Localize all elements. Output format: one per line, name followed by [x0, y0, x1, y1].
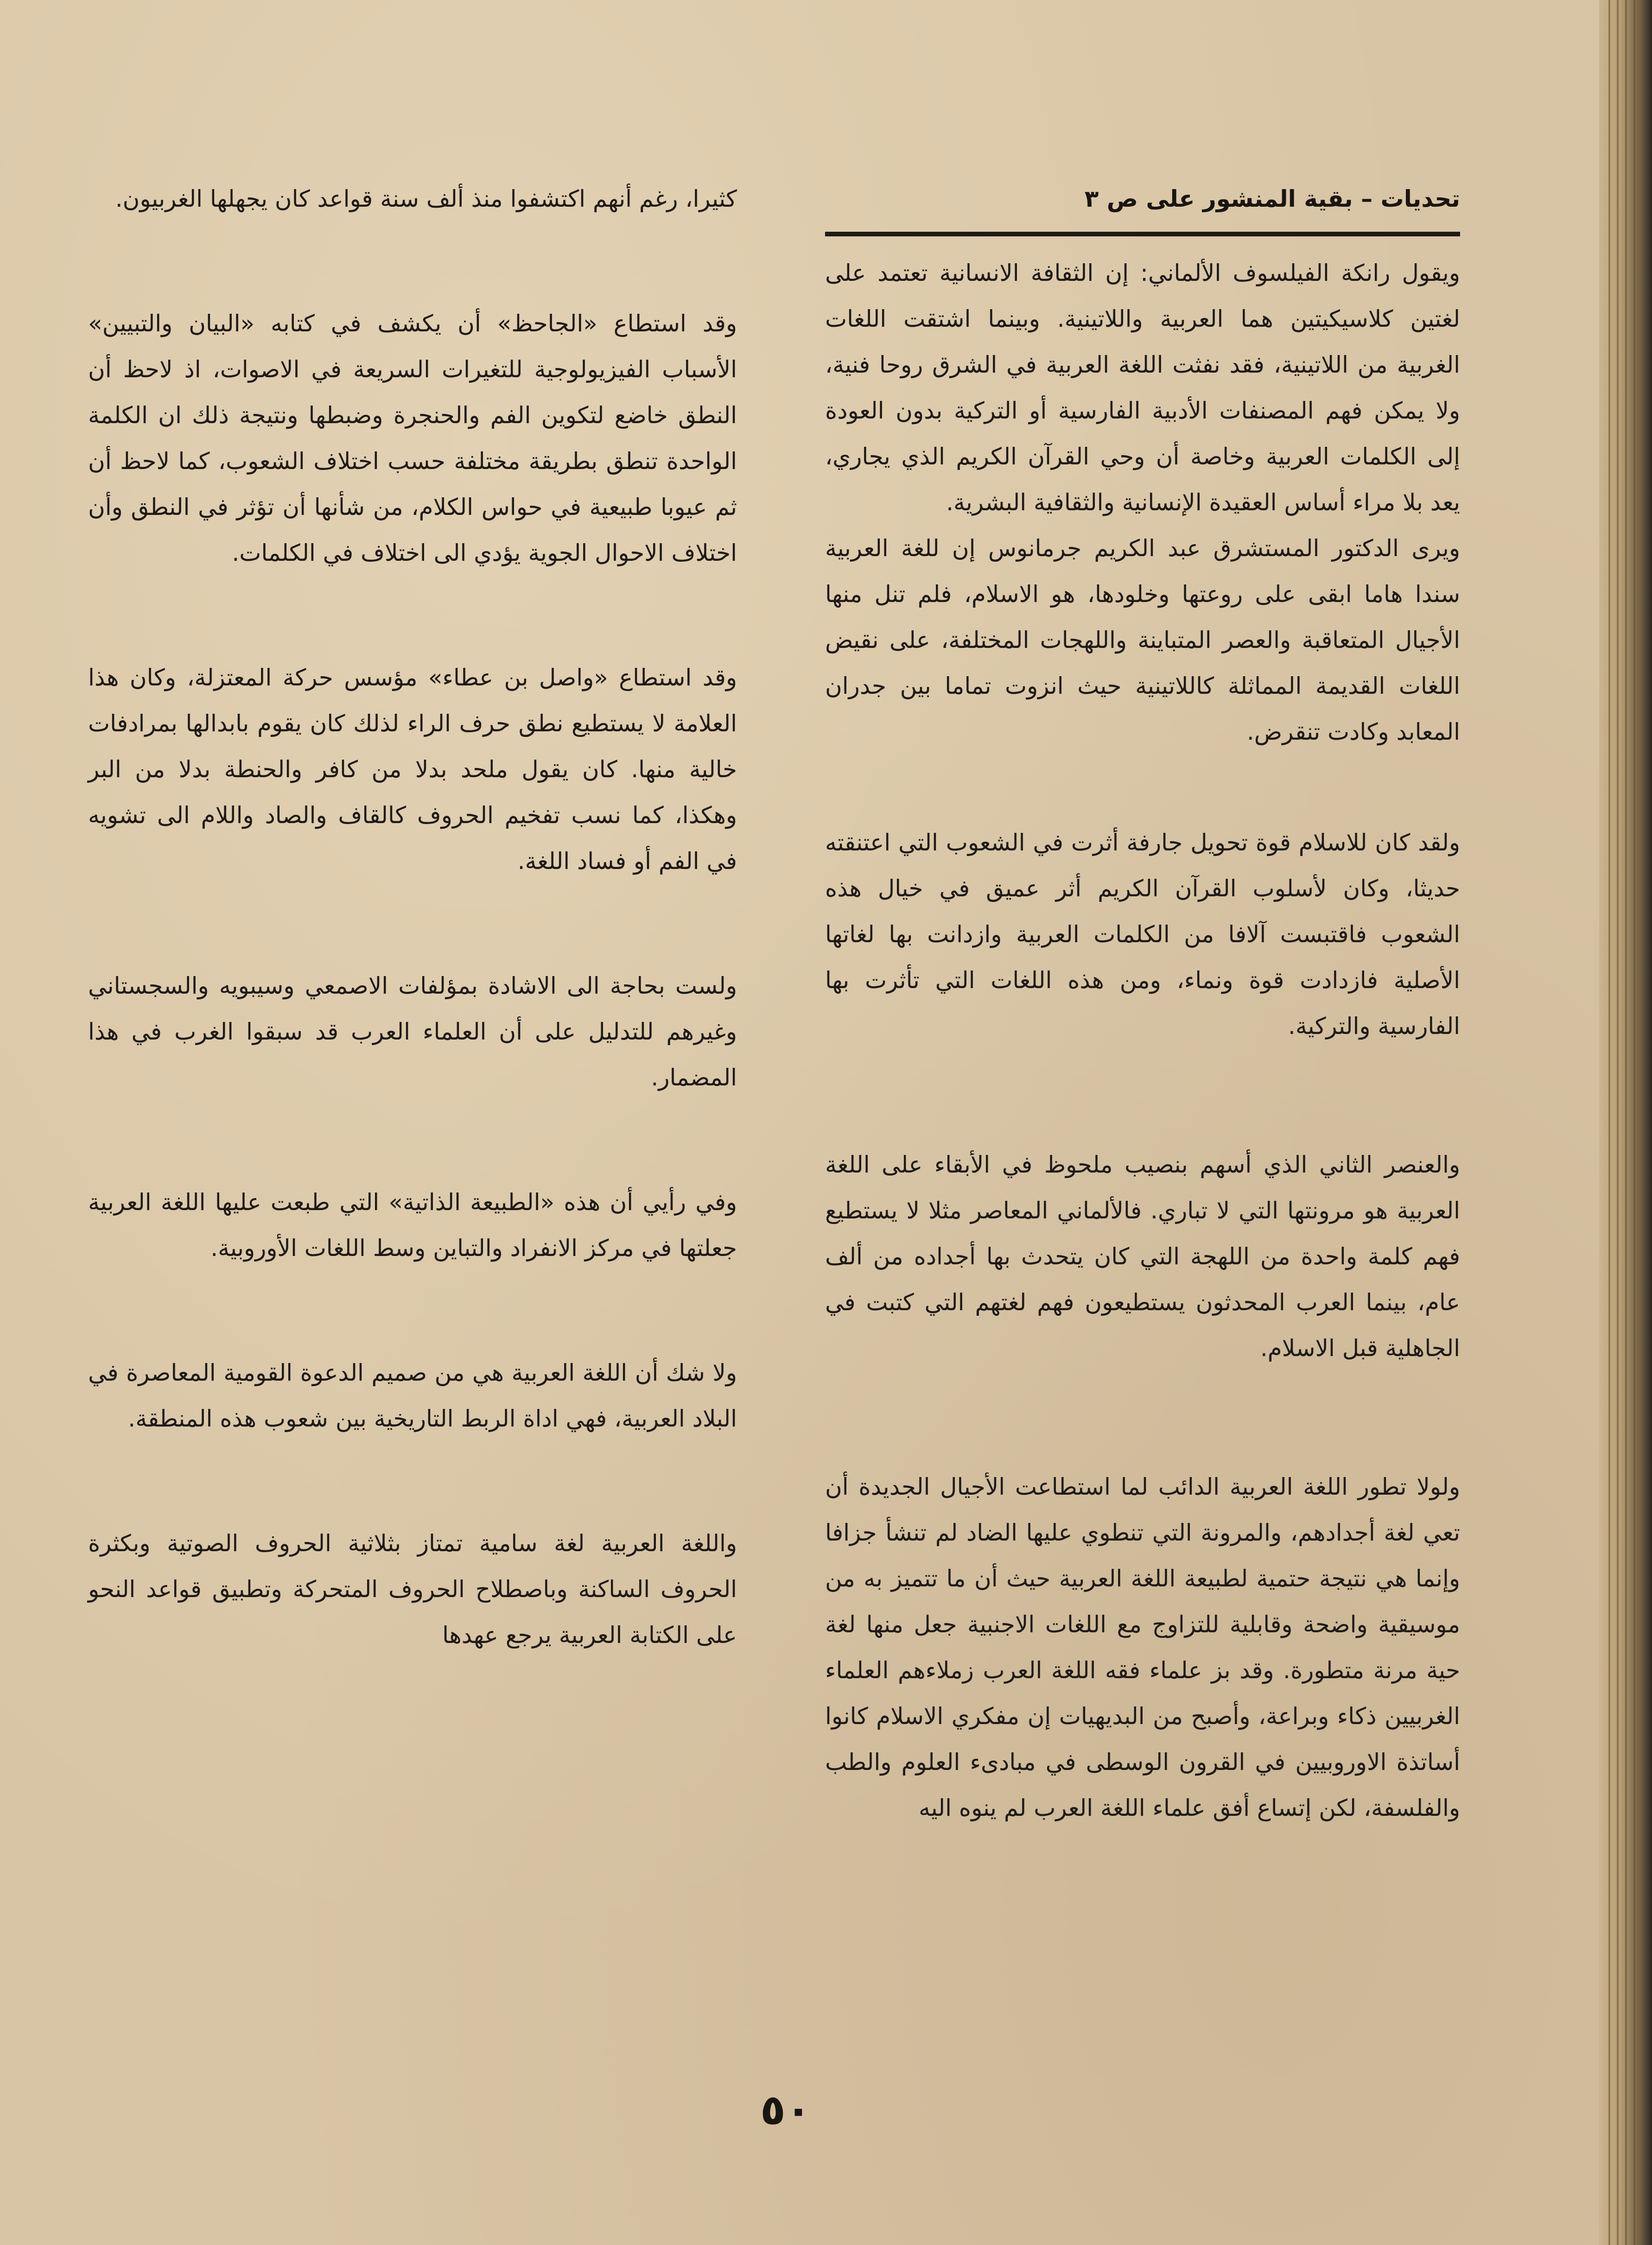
paragraph: وقد استطاع «الجاحظ» أن يكشف في كتابه «البيان والتبيين» الأسباب الفيزيولوجية للتغيرات السريعة في الاصوات، اذ لاحظ أن النطق خاضع لتكوين الفم والحنجرة وضبطها ونتيجة ذلك ان الكلمة الواحدة تنطق بطريقة مختلفة حسب اختلاف الشعوب، كما لاحظ أن ثم عيوبا طبيعية في حواس الكلام، من شأنها أن تؤثر في النطق وأن اختلاف الاحوال الجوية يؤدي الى اختلاف في الكلمات.	[88, 310, 737, 566]
page-number: ٥٠	[760, 2086, 811, 2134]
header-underline	[825, 232, 1460, 236]
article-header: تحديات – بقية المنشور على ص ٣	[1084, 185, 1460, 212]
right-column	[825, 250, 1460, 1831]
page-binding-edge	[1599, 0, 1652, 2245]
paragraph: وقد استطاع «واصل بن عطاء» مؤسس حركة المعتزلة، وكان هذا العلامة لا يستطيع نطق حرف الراء لذلك كان يقوم بابدالها بمرادفات خالية منها. كان يقول ملحد بدلا من كافر والحنطة بدلا من البر وهكذا، كما نسب تفخيم الحروف كالقاف والصاد واللام الى تشويه في الفم أو فساد اللغة.	[88, 664, 737, 875]
paragraph: ويرى الدكتور المستشرق عبد الكريم جرمانوس إن للغة العربية سندا هاما ابقى على روعتها وخلودها، هو الاسلام، فلم تنل منها الأجيال المتعاقبة والعصر المتباينة واللهجات المختلفة، على نقيض اللغات القديمة المماثلة كاللاتينية حيث انزوت تماما بين جدران المعابد وكادت تنقرض.	[825, 535, 1460, 745]
paragraph: واللغة العربية لغة سامية تمتاز بثلاثية الحروف الصوتية وبكثرة الحروف الساكنة وباصطلاح الحروف المتحركة وتطبيق قواعد النحو على الكتابة العربية يرجع عهدها	[88, 1530, 737, 1649]
paragraph: ولقد كان للاسلام قوة تحويل جارفة أثرت في الشعوب التي اعتنقته حديثا، وكان لأسلوب القرآن الكريم أثر عميق في خيال هذه الشعوب فاقتبست آلافا من الكلمات العربية وازدانت بها لغاتها الأصلية فازدادت قوة ونماء، ومن هذه اللغات التي تأثرت بها الفارسية والتركية.	[825, 829, 1460, 1040]
paragraph: ولست بحاجة الى الاشادة بمؤلفات الاصمعي وسيبويه والسجستاني وغيرهم للتدليل على أن العلماء العرب قد سبقوا الغرب في هذا المضمار.	[88, 972, 737, 1091]
paragraph: ولا شك أن اللغة العربية هي من صميم الدعوة القومية المعاصرة في البلاد العربية، فهي اداة الربط التاريخية بين شعوب هذه المنطقة.	[88, 1359, 737, 1432]
left-column	[88, 176, 737, 1658]
paragraph: وفي رأيي أن هذه «الطبيعة الذاتية» التي طبعت عليها اللغة العربية جعلتها في مركز الانفراد والتباين وسط اللغات الأوروبية.	[88, 1189, 737, 1262]
paragraph: ويقول رانكة الفيلسوف الألماني: إن الثقافة الانسانية تعتمد على لغتين كلاسيكيتين هما العربية واللاتينية. وبينما اشتقت اللغات الغربية من اللاتينية، فقد نفثت اللغة العربية في الشرق روحا فنية، ولا يمكن فهم المصنفات الأدبية الفارسية أو التركية بدون العودة إلى الكلمات العربية وخاصة أن وحي القرآن الكريم الذي يجاري، يعد بلا مراء أساس العقيدة الإنسانية والثقافية البشرية.	[825, 260, 1460, 516]
paragraph: والعنصر الثاني الذي أسهم بنصيب ملحوظ في الأبقاء على اللغة العربية هو مرونتها التي لا تباري. فالألماني المعاصر مثلا لا يستطيع فهم كلمة واحدة من اللهجة التي كان يتحدث بها أجداده من ألف عام، بينما العرب المحدثون يستطيعون فهم لغتهم التي كتبت في الجاهلية قبل الاسلام.	[825, 1151, 1460, 1362]
paragraph: كثيرا، رغم أنهم اكتشفوا منذ ألف سنة قواعد كان يجهلها الغربيون.	[115, 185, 737, 212]
paragraph: ولولا تطور اللغة العربية الدائب لما استطاعت الأجيال الجديدة أن تعي لغة أجدادهم، والمرونة التي تنطوي عليها الضاد لم تنشأ جزافا وإنما هي نتيجة حتمية لطبيعة اللغة العربية حيث أن ما تتميز به من موسيقية واضحة وقابلية للتزاوج مع اللغات الاجنبية جعل منها لغة حية مرنة متطورة. وقد بز علماء فقه اللغة العرب زملاءهم العلماء الغربيين ذكاء وبراعة، وأصبح من البديهيات إن مفكري الاسلام كانوا أساتذة الاوروبيين في القرون الوسطى في مبادىء العلوم والطب والفلسفة، لكن إتساع أفق علماء اللغة العرب لم ينوه اليه	[825, 1473, 1460, 1821]
